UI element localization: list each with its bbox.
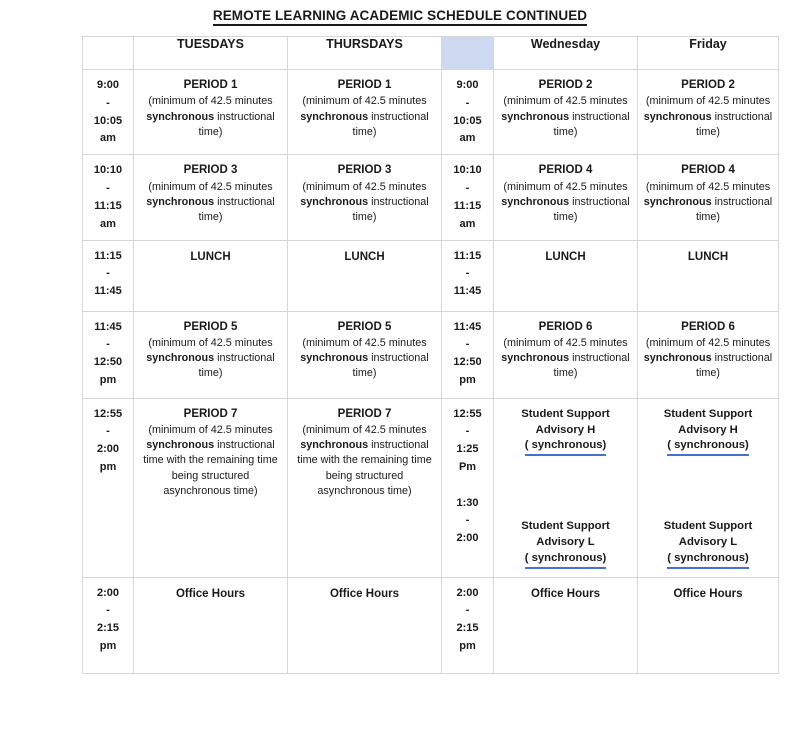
time-line: am <box>100 132 116 145</box>
period-name: PERIOD 6 <box>681 320 735 333</box>
advisory-title-line: Advisory H <box>678 423 738 436</box>
period-description <box>293 94 436 140</box>
period-description <box>499 94 632 140</box>
time-line: am <box>459 132 476 145</box>
desc-pre: (minimum of 42.5 minutes <box>148 336 273 349</box>
advisory-block <box>643 518 773 569</box>
period-description <box>139 94 282 140</box>
time-line: - <box>465 267 470 280</box>
desc-pre: (minimum of 42.5 minutes <box>302 423 427 436</box>
cell-wednesday <box>494 398 638 577</box>
period-name: LUNCH <box>190 250 231 263</box>
desc-pre: (minimum of 42.5 minutes <box>148 423 273 436</box>
header-wednesday: Wednesday <box>494 37 638 70</box>
desc-emphasis: synchronous <box>643 195 712 208</box>
time-line: pm <box>99 373 117 386</box>
table-row <box>83 155 779 240</box>
time-line: am <box>459 217 476 230</box>
time-line: 10:05 <box>453 114 482 127</box>
advisory-title-line: Student Support <box>663 407 753 420</box>
period-name: PERIOD 4 <box>538 164 593 177</box>
time-line: 10:10 <box>93 164 123 177</box>
table-row <box>83 311 779 398</box>
desc-post: instructional time) <box>198 110 275 138</box>
desc-pre: (minimum of 42.5 minutes <box>645 95 771 108</box>
time-line: - <box>465 96 470 109</box>
period-description <box>293 180 436 226</box>
time-line: - <box>106 267 110 280</box>
desc-emphasis: synchronous <box>300 195 369 208</box>
time-line: pm <box>99 639 117 652</box>
time-line: am <box>100 217 116 230</box>
time-line: 2:15 <box>96 622 120 635</box>
desc-post: instructional time) <box>553 110 630 138</box>
desc-post: instructional time) <box>696 195 773 224</box>
time-cell-middle <box>442 70 494 155</box>
advisory-title-line: Advisory L <box>678 536 738 549</box>
time-line: 12:55 <box>93 407 123 420</box>
header-thursdays: THURSDAYS <box>288 37 442 70</box>
advisory-block <box>499 518 632 569</box>
desc-pre: (minimum of 42.5 minutes <box>645 336 771 349</box>
cell-friday <box>638 311 779 398</box>
desc-pre: (minimum of 42.5 minutes <box>148 95 273 108</box>
header-time-column-1 <box>83 37 134 70</box>
time-cell-left <box>83 398 134 577</box>
cell-thursdays <box>288 398 442 577</box>
time-cell-left <box>83 155 134 240</box>
period-description <box>643 336 773 382</box>
time-line: 10:10 <box>453 164 482 177</box>
header-friday: Friday <box>638 37 779 70</box>
advisory-title-line: Advisory L <box>536 536 595 549</box>
desc-pre: (minimum of 42.5 minutes <box>302 95 427 108</box>
header-time-column-2 <box>442 37 494 70</box>
time-cell-left <box>83 311 134 398</box>
time-cell-middle <box>442 155 494 240</box>
time-line: pm <box>459 373 476 386</box>
time-line: - <box>106 96 110 109</box>
cell-friday <box>638 398 779 577</box>
table-row <box>83 398 779 577</box>
desc-post: instructional time) <box>553 352 630 380</box>
desc-emphasis: synchronous <box>146 439 215 452</box>
cell-friday <box>638 240 779 311</box>
schedule-table-wrapper <box>82 36 778 674</box>
desc-pre: (minimum of 42.5 minutes <box>503 95 628 108</box>
desc-post: instructional time) <box>352 352 429 380</box>
time-line: - <box>465 338 470 351</box>
schedule-table <box>82 36 779 674</box>
cell-tuesdays <box>134 155 288 240</box>
synchronous-link[interactable]: ( synchronous) <box>667 551 749 569</box>
advisory-spacer <box>643 456 773 518</box>
period-name: PERIOD 5 <box>183 320 238 333</box>
desc-post: instructional time) <box>352 195 429 224</box>
time-cell-middle <box>442 398 494 577</box>
period-description <box>139 336 282 382</box>
desc-post: instructional time with the remaining time being structured asynchronous time) <box>143 439 278 498</box>
cell-tuesdays <box>134 398 288 577</box>
cell-friday <box>638 70 779 155</box>
cell-friday <box>638 577 779 673</box>
table-header <box>83 37 779 70</box>
table-row <box>83 240 779 311</box>
time-line: pm <box>459 639 476 652</box>
cell-tuesdays <box>134 577 288 673</box>
period-description <box>293 336 436 382</box>
period-name: Office Hours <box>175 587 245 600</box>
time-line: pm <box>99 460 117 473</box>
time-cell-middle <box>442 240 494 311</box>
desc-emphasis: synchronous <box>501 352 570 365</box>
period-name: PERIOD 6 <box>538 320 593 333</box>
period-name: PERIOD 4 <box>681 164 735 177</box>
desc-emphasis: synchronous <box>300 110 369 123</box>
desc-emphasis: synchronous <box>643 352 712 365</box>
desc-emphasis: synchronous <box>643 110 712 123</box>
cell-wednesday <box>494 240 638 311</box>
time-line: - <box>106 425 110 438</box>
desc-emphasis: synchronous <box>146 110 215 123</box>
period-name: PERIOD 2 <box>681 79 735 91</box>
advisory-spacer <box>499 456 632 518</box>
cell-tuesdays <box>134 311 288 398</box>
cell-thursdays <box>288 155 442 240</box>
desc-post: instructional time with the remaining time being structured asynchronous time) <box>297 439 432 498</box>
period-name: PERIOD 1 <box>183 79 238 91</box>
time-line: 11:45 <box>94 285 122 298</box>
time-line: 2:00 <box>456 532 479 545</box>
cell-thursdays <box>288 311 442 398</box>
cell-thursdays <box>288 577 442 673</box>
desc-post: instructional time) <box>696 110 773 138</box>
cell-wednesday <box>494 70 638 155</box>
advisory-title-line: Advisory H <box>535 423 596 436</box>
period-name: PERIOD 3 <box>183 164 238 177</box>
period-description <box>643 180 773 226</box>
desc-post: instructional time) <box>696 352 773 380</box>
synchronous-link[interactable]: ( synchronous) <box>525 438 607 456</box>
time-line: 1:25 <box>456 443 479 456</box>
desc-pre: (minimum of 42.5 minutes <box>148 180 273 193</box>
table-body <box>83 70 779 674</box>
time-line: 11:15 <box>94 249 122 262</box>
period-name: LUNCH <box>545 250 586 263</box>
time-line: 12:50 <box>453 356 482 369</box>
time-line: - <box>465 182 470 195</box>
time-line: 2:00 <box>456 586 479 599</box>
header-row <box>83 37 779 70</box>
time-line: - <box>106 338 110 351</box>
time-line: - <box>465 604 470 617</box>
period-name: PERIOD 5 <box>337 320 392 333</box>
time-line: - <box>465 514 470 527</box>
period-description <box>139 423 282 500</box>
time-line: - <box>106 604 110 617</box>
time-line: 2:00 <box>96 586 120 599</box>
cell-thursdays <box>288 240 442 311</box>
advisory-title-line: Student Support <box>521 520 610 533</box>
advisory-title-line: Student Support <box>521 407 610 420</box>
advisory-block <box>499 406 632 457</box>
cell-wednesday <box>494 155 638 240</box>
desc-pre: (minimum of 42.5 minutes <box>302 336 427 349</box>
table-row <box>83 577 779 673</box>
cell-tuesdays <box>134 240 288 311</box>
time-spacer <box>444 477 491 495</box>
desc-emphasis: synchronous <box>146 352 215 365</box>
table-row <box>83 70 779 155</box>
period-name: LUNCH <box>687 250 729 263</box>
period-name: Office Hours <box>530 587 600 600</box>
desc-pre: (minimum of 42.5 minutes <box>645 180 771 193</box>
period-name: PERIOD 7 <box>183 407 238 420</box>
desc-pre: (minimum of 42.5 minutes <box>302 180 427 193</box>
period-name: PERIOD 7 <box>337 407 392 420</box>
time-line: 2:00 <box>96 443 120 456</box>
desc-emphasis: synchronous <box>300 352 369 365</box>
period-name: LUNCH <box>344 250 385 263</box>
time-cell-left <box>83 70 134 155</box>
cell-thursdays <box>288 70 442 155</box>
period-description <box>139 180 282 226</box>
time-line: 11:15 <box>453 249 482 262</box>
page-title <box>0 0 800 26</box>
period-description <box>643 94 773 140</box>
synchronous-link[interactable]: ( synchronous) <box>525 551 607 569</box>
time-line: 11:15 <box>453 199 482 212</box>
period-name: PERIOD 2 <box>538 79 593 91</box>
period-name: PERIOD 1 <box>337 79 392 91</box>
cell-wednesday <box>494 311 638 398</box>
period-name: Office Hours <box>329 587 399 600</box>
advisory-title-line: Student Support <box>663 520 753 533</box>
period-description <box>499 180 632 226</box>
time-line: 11:45 <box>453 285 482 298</box>
time-line: 11:45 <box>94 320 122 333</box>
time-cell-middle <box>442 311 494 398</box>
time-line: 2:15 <box>456 622 479 635</box>
advisory-block <box>643 406 773 457</box>
time-line: - <box>106 182 110 195</box>
desc-emphasis: synchronous <box>146 195 215 208</box>
time-line: 12:50 <box>93 356 123 369</box>
period-description <box>499 336 632 382</box>
time-line: 9:00 <box>96 79 120 91</box>
period-description <box>293 423 436 500</box>
desc-emphasis: synchronous <box>300 439 369 452</box>
time-line: Pm <box>458 460 477 473</box>
desc-emphasis: synchronous <box>501 195 570 208</box>
cell-wednesday <box>494 577 638 673</box>
time-cell-left <box>83 577 134 673</box>
desc-pre: (minimum of 42.5 minutes <box>503 336 628 349</box>
time-line: 10:05 <box>93 114 123 127</box>
desc-emphasis: synchronous <box>501 110 570 123</box>
cell-tuesdays <box>134 70 288 155</box>
time-line: 11:45 <box>453 320 482 333</box>
desc-post: instructional time) <box>352 110 429 138</box>
desc-post: instructional time) <box>198 195 275 224</box>
cell-friday <box>638 155 779 240</box>
desc-post: instructional time) <box>553 195 630 224</box>
time-cell-middle <box>442 577 494 673</box>
time-line: 9:00 <box>456 79 479 91</box>
synchronous-link[interactable]: ( synchronous) <box>667 438 749 456</box>
time-cell-left <box>83 240 134 311</box>
header-tuesdays: TUESDAYS <box>134 37 288 70</box>
time-line: 12:55 <box>453 407 482 420</box>
period-name: Office Hours <box>673 587 743 600</box>
time-line: 1:30 <box>456 496 479 509</box>
time-line: 11:15 <box>94 199 122 212</box>
time-line: - <box>465 425 470 438</box>
period-name: PERIOD 3 <box>337 164 392 177</box>
desc-post: instructional time) <box>198 352 275 380</box>
page-title-text: REMOTE LEARNING ACADEMIC SCHEDULE CONTINUED <box>213 8 587 26</box>
desc-pre: (minimum of 42.5 minutes <box>503 180 628 193</box>
